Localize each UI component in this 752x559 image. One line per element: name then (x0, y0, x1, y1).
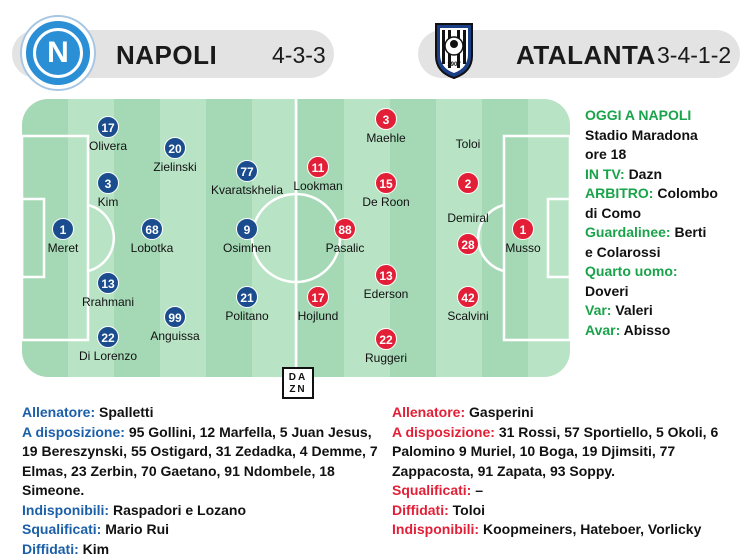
tv-value: Dazn (628, 165, 663, 182)
away-formation: 3-4-1-2 (657, 42, 732, 68)
away-team-notes: Allenatore: Gasperini A disposizione: 31 Rossi, 57 Sportiello, 5 Okoli, 6 Palomino 9 Muriel, 10 Boga, 19 Djimsiti, 77 Zappacosta, 91 Zapata, 93 Soppy. Squalificati: – Diffidati: Toloi Indisponibili: Koopmeiners, Hateboer, Vorlicky (392, 404, 719, 537)
dazn-logo-icon: DA ZN (282, 367, 314, 399)
home-unavailable: Raspadori e Lozano (113, 501, 247, 518)
pitch: 17 Olivera 20 Zielinski 77 Kvaratskhelia 3 Kim 1 Meret 68 Lobotka 9 Osimhen 13 Rrahmani 21 Politano 99 Anguissa 22 Di Lorenzo 3 Maehle 11 Lookman 15 De Roon 2 Toloi 88 Pasalic 28 Demiral 1 Musso 13 Ederson 17 Hojlund 42 Scalvini 22 Ruggeri (22, 99, 570, 377)
away-coach: Gasperini (469, 404, 534, 420)
var-value: Valeri (615, 302, 653, 318)
away-team-name: ATALANTA (516, 40, 656, 70)
today-label: OGGI A NAPOLI (585, 107, 692, 123)
home-doubtful: Kim (82, 540, 110, 557)
linesmen-value: Berti (674, 224, 707, 240)
atalanta-crest-icon (432, 20, 476, 80)
away-unavailable: Koopmeiners, Hateboer, Vorlicky (483, 521, 702, 537)
home-suspended: Mario Rui (105, 521, 170, 537)
away-bench: 31 Rossi, 57 Sportiello, 5 Okoli, 6 Palomino 9 Muriel, 10 Boga, 19 Djimsiti, 77 Zappacosta, 91 Zapata, 93 Soppy. (392, 423, 719, 479)
away-doubtful: Toloi (452, 501, 486, 518)
home-formation: 4-3-3 (272, 42, 326, 68)
avar-value: Abisso (623, 321, 671, 338)
home-team-name: NAPOLI (116, 40, 218, 70)
away-suspended: – (475, 482, 484, 498)
referee-value: Colombo (657, 185, 718, 201)
svg-text:1907: 1907 (447, 62, 461, 68)
home-team-notes: Allenatore: Spalletti A disposizione: 95 Gollini, 12 Marfella, 5 Juan Jesus, 19 Bereszynski, 55 Ostigard, 31 Zedadka, 4 Demme, 7 Elmas, 23 Zerbin, 70 Gaetano, 91 Ndombele, 18 Simeone. Indisponibili: Raspadori e Lozano Squalificati: Mario Rui Diffidati: Kim (22, 404, 378, 557)
fourth-official-value: Doveri (585, 282, 629, 299)
kickoff-time: ore 18 (585, 146, 627, 162)
home-coach: Spalletti (99, 404, 154, 420)
venue: Stadio Maradona (585, 126, 698, 143)
home-bench: 95 Gollini, 12 Marfella, 5 Juan Jesus, 19 Bereszynski, 55 Ostigard, 31 Zedadka, 4 Demme, 7 Elmas, 23 Zerbin, 70 Gaetano, 91 Ndombele, 18 Simeone. (22, 423, 378, 498)
napoli-crest-icon: N (22, 17, 94, 89)
match-info: OGGI A NAPOLI Stadio Maradona ore 18 IN TV: Dazn ARBITRO: Colombo di Como Guardalinee: Berti e Colarossi Quarto uomo: Doveri Var: Valeri Avar: Abisso (585, 106, 750, 340)
